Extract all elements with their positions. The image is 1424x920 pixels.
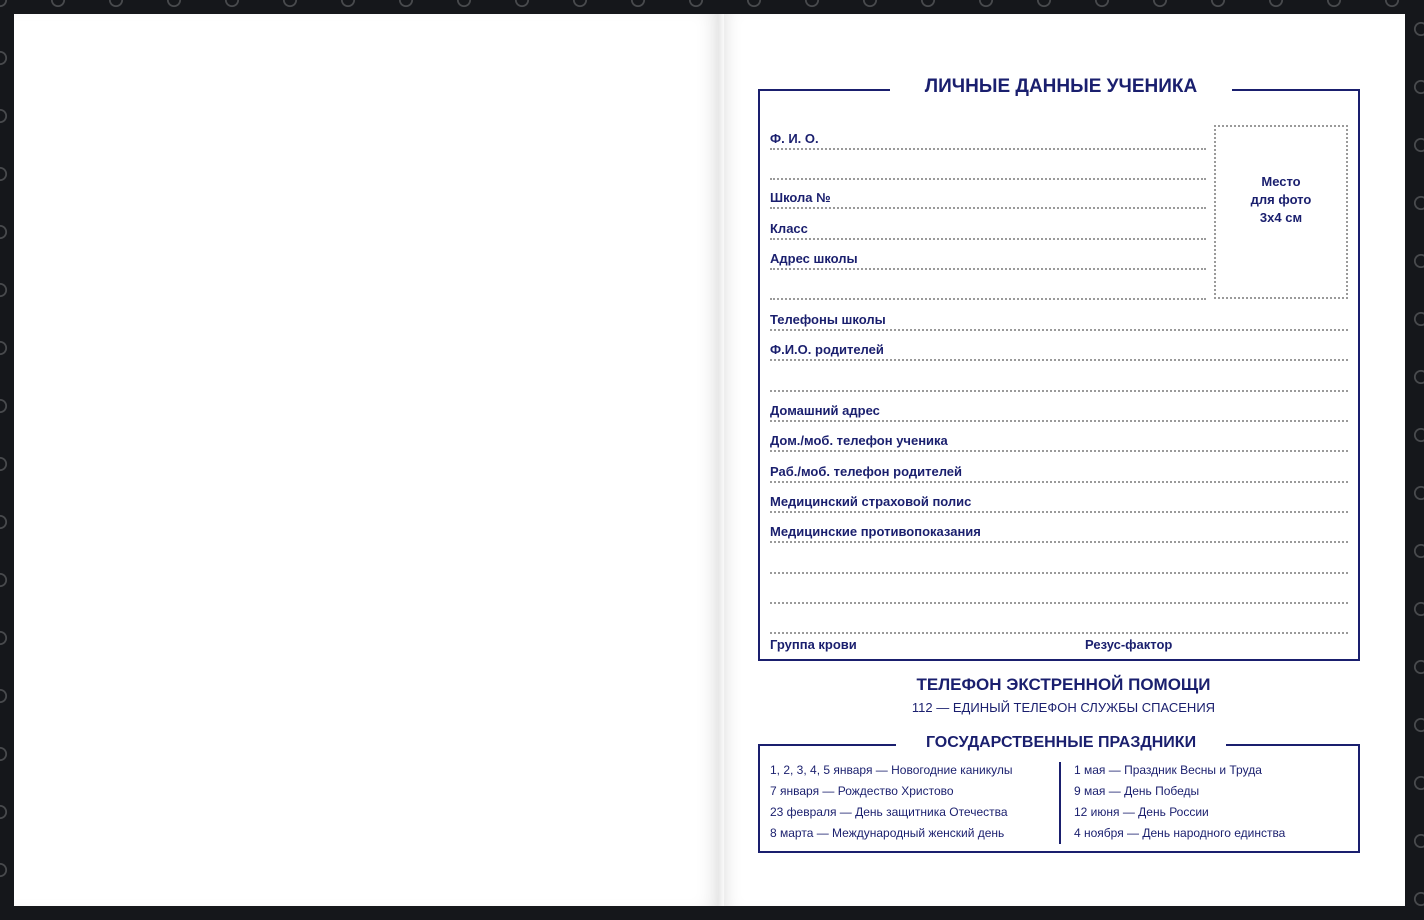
field-contraindications-extra-2[interactable]: [770, 582, 1348, 604]
field-contraindications-extra-1[interactable]: [770, 552, 1348, 574]
left-blank-page: [14, 14, 722, 906]
holiday-item: 7 января — Рождество Христово: [770, 784, 954, 798]
photo-placeholder: [1214, 125, 1348, 299]
field-fio-label: Ф. И. О.: [770, 131, 819, 146]
field-contraindications[interactable]: [770, 521, 1348, 543]
holiday-item: 23 февраля — День защитника Отечества: [770, 805, 1008, 819]
right-page: [722, 14, 1405, 906]
field-contraindications-label: Медицинские противопоказания: [770, 524, 981, 539]
photo-text-3: 3х4 см: [1259, 210, 1303, 225]
field-insurance-label: Медицинский страховой полис: [770, 494, 972, 509]
field-fio-extra[interactable]: [770, 158, 1206, 180]
holidays-title: ГОСУДАРСТВЕННЫЕ ПРАЗДНИКИ: [896, 734, 1226, 752]
field-class-label: Класс: [770, 221, 808, 236]
field-blood-group-label: Группа крови: [770, 637, 857, 652]
holidays-divider: [1059, 762, 1061, 844]
field-school-address[interactable]: [770, 248, 1206, 270]
field-rh-factor-label: Резус-фактор: [1085, 637, 1173, 652]
field-parents-fio-label: Ф.И.О. родителей: [770, 342, 884, 357]
field-parents-phone[interactable]: [770, 461, 1348, 483]
field-parents-phone-label: Раб./моб. телефон родителей: [770, 464, 963, 479]
field-parents-fio[interactable]: [770, 339, 1348, 361]
holiday-item: 8 марта — Международный женский день: [770, 826, 1005, 840]
emergency-subtitle: 112 — ЕДИНЫЙ ТЕЛЕФОН СЛУЖБЫ СПАСЕНИЯ: [911, 700, 1216, 715]
field-school-phones-label: Телефоны школы: [770, 312, 886, 327]
field-fio[interactable]: [770, 128, 1206, 150]
holiday-item: 12 июня — День России: [1074, 805, 1209, 819]
photo-text-1: Место: [1261, 174, 1301, 189]
holiday-item: 1, 2, 3, 4, 5 января — Новогодние каникулы: [770, 763, 1013, 777]
field-home-address[interactable]: [770, 400, 1348, 422]
field-student-phone-label: Дом./моб. телефон ученика: [770, 433, 948, 448]
photo-text-2: для фото: [1250, 192, 1312, 207]
field-school-no[interactable]: [770, 187, 1206, 209]
field-insurance[interactable]: [770, 491, 1348, 513]
book-spine: [718, 14, 724, 906]
emergency-title: ТЕЛЕФОН ЭКСТРЕННОЙ ПОМОЩИ: [916, 675, 1211, 694]
field-student-phone[interactable]: [770, 430, 1348, 452]
field-parents-fio-extra[interactable]: [770, 370, 1348, 392]
personal-data-title: ЛИЧНЫЕ ДАННЫЕ УЧЕНИКА: [890, 76, 1232, 98]
holiday-item: 4 ноября — День народного единства: [1074, 826, 1286, 840]
personal-data-box: [758, 76, 1360, 661]
holidays-left-column: [770, 760, 1013, 844]
holiday-item: 1 мая — Праздник Весны и Труда: [1074, 763, 1262, 777]
field-class[interactable]: [770, 218, 1206, 240]
field-school-address-extra[interactable]: [770, 278, 1206, 300]
field-school-no-label: Школа №: [770, 190, 831, 205]
field-school-phones[interactable]: [770, 309, 1348, 331]
holiday-item: 9 мая — День Победы: [1074, 784, 1200, 798]
holidays-right-column: [1074, 760, 1285, 844]
field-home-address-label: Домашний адрес: [770, 403, 880, 418]
field-contraindications-extra-3[interactable]: [770, 612, 1348, 634]
holidays-box: [758, 734, 1360, 853]
field-school-address-label: Адрес школы: [770, 251, 858, 266]
